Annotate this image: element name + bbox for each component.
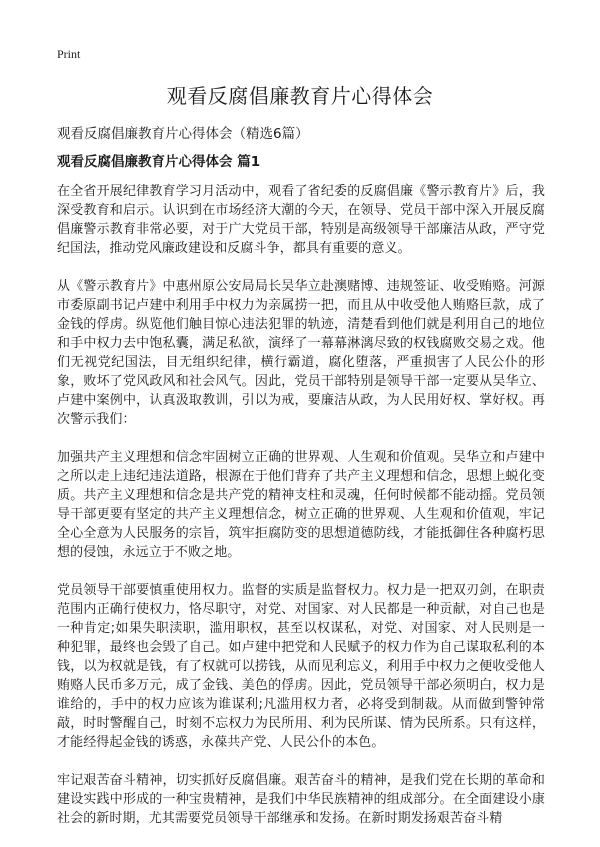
paragraph-3: 加强共产主义理想和信念牢固树立正确的世界观、人生观和价值观。吴华立和卢建中之所以走上违纪违法道路，根源在于他们背弃了共产主义理想和信念，思想上蜕化变质。共产主义理想和信念是共产党的精神支柱和灵魂，任何时候都不能动摇。党员领导干部更要有坚定的共产主义理想信念，树立正确的世界观、人生观和价值观，牢记全心全意为人民服务的宗旨，筑牢拒腐防变的思想道德防线，才能抵御住各种腐朽思想的侵蚀，永远立于不败之地。	[57, 450, 545, 560]
article-body	[57, 182, 545, 847]
paragraph-4: 党员领导干部要慎重使用权力。监督的实质是监督权力。权力是一把双刃剑，在职责范围内正确行使权力，恪尽职守，对党、对国家、对人民都是一种贡献，对自己也是一种肯定;如果失职渎职，滥用职权，甚至以权谋私，对党、对国家、对人民则是一种犯罪，最终也会毁了自己。如卢建中把党和人民赋予的权力作为自己谋取私利的本钱，以为权就是钱，有了权就可以捞钱，从而见利忘义，利用手中权力之便收受他人贿赂人民币多万元，成了金钱、美色的俘虏。因此，党员领导干部必须明白，权力是谁给的，手中的权力应该为谁谋利;凡滥用权力者，必将受到制裁。从而做到警钟常敲，时时警醒自己，时刻不忘权力为民所用、利为民所谋、情为民所系。只有这样，才能经得起金钱的诱惑，永葆共产党、人民公仆的本色。	[57, 583, 545, 750]
section-heading: 观看反腐倡廉教育片心得体会 篇1	[57, 154, 261, 170]
paragraph-2: 从《警示教育片》中惠州原公安局局长吴华立赴澳赌博、违规签证、收受贿赂。河源市委原副书记卢建中利用手中权力为亲属捞一把，而且从中收受他人贿赂巨款，成了金钱的俘虏。纵览他们触目惊心违法犯罪的轨迹，清楚看到他们就是利用自己的地位和手中权力去中饱私囊，满足私欲，演绎了一幕幕淋漓尽致的权钱腐败交易之戏。他们无视党纪国法，目无组织纪律，横行霸道，腐化堕落，严重损害了人民公仆的形象，败坏了党风政风和社会风气。因此，党员干部特别是领导干部一定要从吴华立、卢建中案例中，认真汲取教训，引以为戒，要廉洁从政，为人民用好权、掌好权。再次警示我们：	[57, 279, 545, 427]
document-subtitle: 观看反腐倡廉教育片心得体会（精选6篇）	[57, 126, 309, 142]
print-link[interactable]: Print	[57, 47, 81, 61]
page-title: 观看反腐倡廉教育片心得体会	[166, 84, 434, 108]
paragraph-1: 在全省开展纪律教育学习月活动中，观看了省纪委的反腐倡廉《警示教育片》后，我深受教育和启示。认识到在市场经济大潮的今天，在领导、党员干部中深入开展反腐倡廉警示教育非常必要，对于广大党员干部，特别是高级领导干部廉洁从政，严守党纪国法，推动党风廉政建设和反腐斗争，都具有重要的意义。	[57, 184, 545, 256]
paragraph-5: 牢记艰苦奋斗精神，切实抓好反腐倡廉。艰苦奋斗的精神，是我们党在长期的革命和建设实践中形成的一种宝贵精神，是我们中华民族精神的组成部分。在全面建设小康社会的新时期，尤其需要党员领导干部继承和发扬。在新时期发扬艰苦奋斗精	[57, 773, 545, 826]
